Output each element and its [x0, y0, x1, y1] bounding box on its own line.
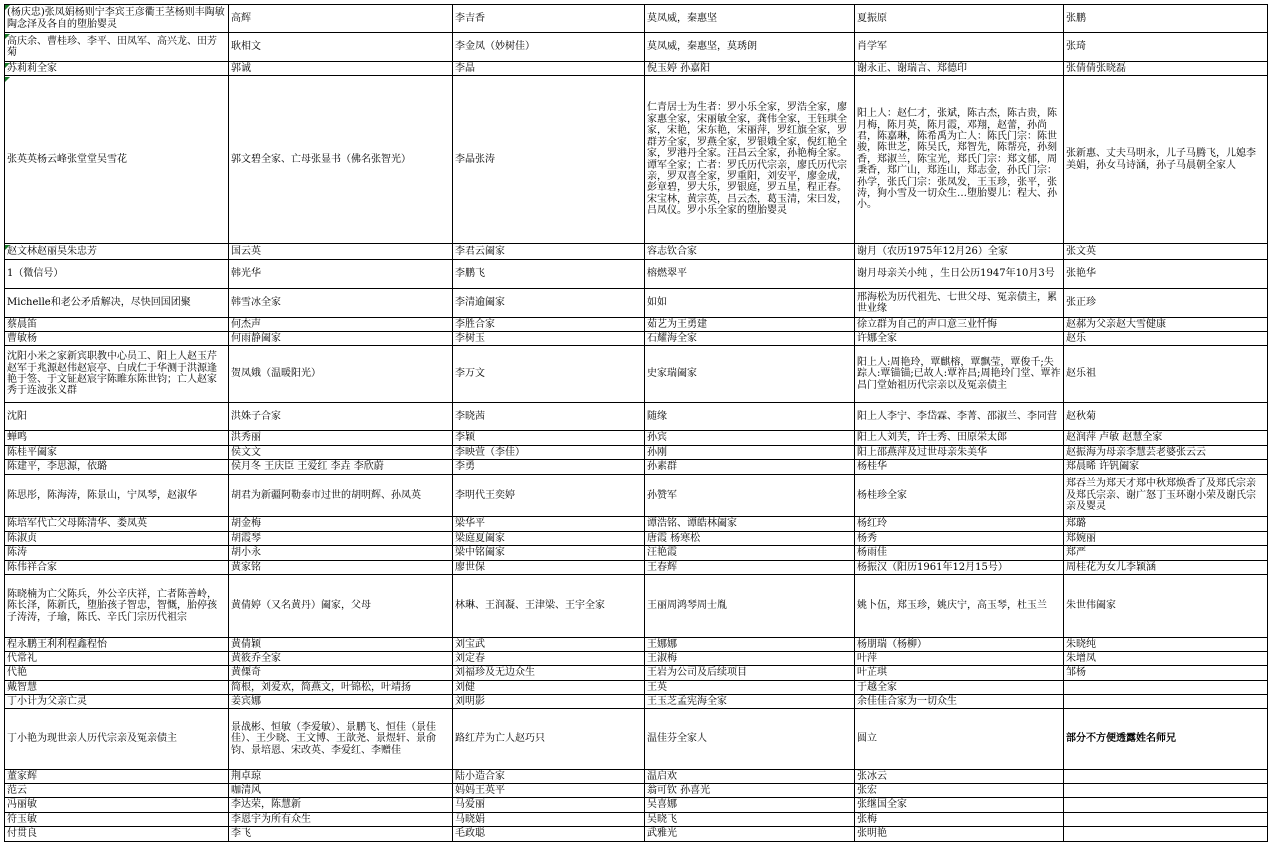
table-cell[interactable]: 赵乐祖	[1064, 346, 1268, 403]
table-cell[interactable]: 陈建平，李思源，依璐	[5, 460, 229, 475]
table-row	[5, 289, 1268, 318]
table-row	[5, 666, 1268, 681]
table-cell[interactable]: 夏振原	[855, 5, 1064, 33]
table-row	[5, 332, 1268, 346]
table-row	[5, 460, 1268, 475]
table-cell[interactable]: 榕燃翠平	[645, 260, 855, 289]
table-row	[5, 532, 1268, 546]
table-row	[5, 695, 1268, 709]
table-cell[interactable]: 叶芷琪	[855, 666, 1064, 681]
table-cell[interactable]: 陆小造合家	[453, 770, 645, 784]
table-cell[interactable]: 谭浩铭、谭皓林阖家	[645, 517, 855, 532]
table-cell[interactable]: 阳上人刘芙，许士秀、田原栄太郎	[855, 431, 1064, 446]
table-cell[interactable]: 曹敏杨	[5, 332, 229, 346]
table-cell[interactable]: 贺凤娥（温暖阳光）	[229, 346, 453, 403]
table-cell[interactable]: 圆立	[855, 709, 1064, 770]
table-row	[5, 260, 1268, 289]
table-row	[5, 827, 1268, 842]
table-row	[5, 652, 1268, 666]
table-row	[5, 681, 1268, 695]
table-cell[interactable]: 孙赞军	[645, 475, 855, 517]
table-cell[interactable]: 汪艳霞	[645, 546, 855, 561]
table-cell[interactable]: 张宏	[855, 784, 1064, 798]
table-cell[interactable]: 郑吞兰为郑天才郑中秋郑焕香了及郑氏宗亲及郑氏宗亲、谢广怒丁玉环谢小荣及谢氏宗亲及婴灵	[1064, 475, 1268, 517]
table-cell[interactable]: 李映萱（李佳）	[453, 446, 645, 460]
table-cell[interactable]: 何雨静阖家	[229, 332, 453, 346]
table-cell[interactable]: 姜宾娜	[229, 695, 453, 709]
table-cell[interactable]: 阳上人:周艳玲，覃麒榕，覃飘莹，覃俊千;失踪人:覃锚锚;已故人:覃祚昌;周艳玲门堂、覃祚昌门堂始祖历代宗亲以及冤亲债主	[855, 346, 1064, 403]
table-cell[interactable]: 张冰云	[855, 770, 1064, 784]
table-cell[interactable]: 仁青居士为生者：罗小乐全家，罗浩全家，廖家惠全家，宋丽敏全家，龚伟全家，王钰琪全家，宋艳，宋东艳，宋丽萍，罗红旗全家，罗群芳全家，罗燕全家，罗银娥全家，倪红艳全家，罗港丹全家。汪昌云全家，孙艳梅全家。谭军全家；亡者：罗氏历代宗亲，廖氏历代宗亲，罗双喜全家，罗重阳，刘安平，廖金成，彭章碧，罗大乐，罗银庭，罗五星，程正春。宋宝林，黄宗英，吕云杰，葛玉清，宋曰发，吕凤仪。罗小乐全家的堕胎婴灵	[645, 76, 855, 244]
table-cell[interactable]: 赵乐	[1064, 332, 1268, 346]
table-row	[5, 561, 1268, 575]
table-cell[interactable]	[1064, 827, 1268, 842]
table-cell[interactable]	[1064, 695, 1268, 709]
table-row	[5, 784, 1268, 798]
table-cell[interactable]: 李勇	[453, 460, 645, 475]
table-cell[interactable]: 高辉	[229, 5, 453, 33]
table-cell[interactable]: 陈伟祥合家	[5, 561, 229, 575]
table-cell[interactable]: 孙刚	[645, 446, 855, 460]
table-cell[interactable]: 梁中铭阖家	[453, 546, 645, 561]
table-row	[5, 431, 1268, 446]
table-cell[interactable]: 莫凤威，秦惠坚	[645, 5, 855, 33]
table-cell[interactable]: 许娜全家	[855, 332, 1064, 346]
table-cell[interactable]: 景战彬、恒敏（李爱敏）、景鹏飞、恒佳（景佳佳）、王少晓、王文博、王歆尧、景煜轩、景俞钧、景培恩、宋改英、李爱红、李赠佳	[229, 709, 453, 770]
table-cell[interactable]: 倪玉婷 孙嘉阳	[645, 62, 855, 76]
table-cell[interactable]: 张新惠、丈夫马明永，儿子马腾飞，儿媳李美娟，孙女马诗涵，孙子马晨朝全家人	[1064, 76, 1268, 244]
table-cell[interactable]: Michelle和老公矛盾解决，尽快回国团聚	[5, 289, 229, 318]
table-row	[5, 318, 1268, 332]
table-cell[interactable]: 朱增凤	[1064, 652, 1268, 666]
table-cell[interactable]: 黄倩颖	[229, 638, 453, 652]
table-cell[interactable]: 朱晓纯	[1064, 638, 1268, 652]
table-cell[interactable]: 简根，刘爱欢，简燕文，叶锦松，叶靖扬	[229, 681, 453, 695]
table-cell[interactable]: 茹艺为王勇建	[645, 318, 855, 332]
table-cell[interactable]: 吴喜娜	[645, 798, 855, 813]
table-cell[interactable]: 郭诚	[229, 62, 453, 76]
table-row	[5, 446, 1268, 460]
table-cell[interactable]: 洪姝子合家	[229, 403, 453, 431]
table-cell[interactable]: 代艳	[5, 666, 229, 681]
table-cell[interactable]: 郭文碧全家、亡母张显书（佛名张智光）	[229, 76, 453, 244]
table-cell[interactable]: 郑晨晞 许钒阖家	[1064, 460, 1268, 475]
table-cell[interactable]: 张梅	[855, 813, 1064, 827]
table-cell[interactable]: 陈涛	[5, 546, 229, 561]
table-cell[interactable]: 张艳华	[1064, 260, 1268, 289]
table-cell[interactable]: 谢月（农历1975年12月26）全家	[855, 244, 1064, 260]
table-cell[interactable]: 张英英杨云峰张堂堂吴雪花	[5, 76, 229, 244]
table-row	[5, 798, 1268, 813]
table-cell[interactable]: 刘定春	[453, 652, 645, 666]
table-cell[interactable]: 李鹏飞	[453, 260, 645, 289]
table-cell[interactable]: 符玉敏	[5, 813, 229, 827]
table-row	[5, 33, 1268, 62]
table-cell[interactable]: 胡小永	[229, 546, 453, 561]
table-cell[interactable]: 范云	[5, 784, 229, 798]
table-cell[interactable]: 史家瑞阖家	[645, 346, 855, 403]
table-row	[5, 346, 1268, 403]
table-cell[interactable]: 何杰声	[229, 318, 453, 332]
table-cell[interactable]: 于越全家	[855, 681, 1064, 695]
table-cell[interactable]: 陈晓楠为亡父陈兵，外公辛庆祥，亡者陈善岭，陈长泽，陈新氏，堕胎孩子智忠，智慨，胎停孩子涛涛，子瑜，陈氏、辛氏门宗历代祖宗	[5, 575, 229, 638]
table-cell[interactable]: 高庆余、曹桂珍、李平、田凤军、高兴龙、田芳菊	[5, 33, 229, 62]
table-cell[interactable]: 李金凤（妙树佳）	[453, 33, 645, 62]
table-cell[interactable]: 刘宝武	[453, 638, 645, 652]
table-cell[interactable]: 郑璐	[1064, 517, 1268, 532]
table-cell[interactable]: 苏莉莉全家	[5, 62, 229, 76]
table-cell[interactable]: (杨庆忠)张凤娟杨则宁李宾王彦衢王茎杨则丰陶敏陶念泽及各自的堕胎婴灵	[5, 5, 229, 33]
table-cell[interactable]: 杨朋瑞（杨柳）	[855, 638, 1064, 652]
table-cell[interactable]: 洪秀丽	[229, 431, 453, 446]
table-cell[interactable]: 胡霞琴	[229, 532, 453, 546]
table-cell[interactable]: 耿相文	[229, 33, 453, 62]
table-cell[interactable]: 张继国全家	[855, 798, 1064, 813]
table-cell[interactable]: 张鹏	[1064, 5, 1268, 33]
table-cell[interactable]: 丁小艳为现世亲人历代宗亲及冤亲债主	[5, 709, 229, 770]
table-cell[interactable]	[1064, 681, 1268, 695]
table-cell[interactable]: 李达荣，陈慧新	[229, 798, 453, 813]
table-cell[interactable]: 马晓娟	[453, 813, 645, 827]
table-cell[interactable]: 廖世保	[453, 561, 645, 575]
table-cell[interactable]: 代常礼	[5, 652, 229, 666]
table-body	[5, 5, 1268, 842]
table-cell[interactable]: 刘健	[453, 681, 645, 695]
table-cell[interactable]: 谢永正、谢瑞言、郑德印	[855, 62, 1064, 76]
table-cell[interactable]: 侯月冬 王庆臣 王爱红 李垚 李欣蔚	[229, 460, 453, 475]
table-cell[interactable]: 张正珍	[1064, 289, 1268, 318]
table-cell[interactable]: 王英	[645, 681, 855, 695]
table-cell[interactable]: 胡君为新疆阿勒泰市过世的胡明辉、孙凤英	[229, 475, 453, 517]
table-cell[interactable]: 陈桂平阖家	[5, 446, 229, 460]
table-cell[interactable]: 随缘	[645, 403, 855, 431]
table-cell[interactable]: 付贯良	[5, 827, 229, 842]
table-cell[interactable]: 黄家铭	[229, 561, 453, 575]
table-cell[interactable]: 李明代王奕婷	[453, 475, 645, 517]
table-cell[interactable]: 李飞	[229, 827, 453, 842]
table-cell[interactable]: 梁华平	[453, 517, 645, 532]
table-cell[interactable]: 叶萍	[855, 652, 1064, 666]
table-cell[interactable]: 咖清风	[229, 784, 453, 798]
table-cell[interactable]: 李清逾阖家	[453, 289, 645, 318]
table-row	[5, 546, 1268, 561]
table-cell[interactable]: 肖学军	[855, 33, 1064, 62]
table-cell[interactable]: 张明艳	[855, 827, 1064, 842]
table-cell[interactable]: 王娜娜	[645, 638, 855, 652]
table-cell[interactable]: 王春辉	[645, 561, 855, 575]
table-cell[interactable]: 杨振汉（阳历1961年12月15号）	[855, 561, 1064, 575]
table-cell[interactable]: 姚卜伍，郑玉珍，姚庆宁，高玉琴，杜玉兰	[855, 575, 1064, 638]
table-cell[interactable]: 孙宾	[645, 431, 855, 446]
donor-list-table	[4, 4, 1268, 842]
table-cell[interactable]: 容志钦合家	[645, 244, 855, 260]
table-cell[interactable]: 国云英	[229, 244, 453, 260]
table-cell[interactable]: 杨桂华	[855, 460, 1064, 475]
table-cell[interactable]: 李君云阖家	[453, 244, 645, 260]
comment-marker	[5, 77, 10, 82]
table-cell[interactable]: 郑严	[1064, 546, 1268, 561]
table-cell[interactable]: 路红芹为亡人赵巧只	[453, 709, 645, 770]
table-cell[interactable]: 赵文林赵丽昊朱忠芳	[5, 244, 229, 260]
table-row	[5, 76, 1268, 244]
table-cell[interactable]: 李万文	[453, 346, 645, 403]
table-cell[interactable]: 周桂花为女儿李颖涵	[1064, 561, 1268, 575]
table-cell[interactable]: 余佳佳合家为一切众生	[855, 695, 1064, 709]
table-cell[interactable]: 部分不方便透露姓名师兄	[1064, 709, 1268, 770]
table-cell[interactable]: 赵振海为母亲李慧芸老婆张云云	[1064, 446, 1268, 460]
table-cell[interactable]: 李晶张涛	[453, 76, 645, 244]
comment-marker	[5, 63, 10, 68]
table-cell[interactable]: 陈培军代亡父母陈清华、娄凤英	[5, 517, 229, 532]
table-cell[interactable]: 韩雪冰全家	[229, 289, 453, 318]
table-cell[interactable]: 李晓茜	[453, 403, 645, 431]
table-cell[interactable]: 韩光华	[229, 260, 453, 289]
table-cell[interactable]: 妈妈王英平	[453, 784, 645, 798]
table-cell[interactable]: 马爱丽	[453, 798, 645, 813]
table-cell[interactable]: 王淑梅	[645, 652, 855, 666]
table-cell[interactable]: 胡金梅	[229, 517, 453, 532]
table-cell[interactable]: 石耀海全家	[645, 332, 855, 346]
table-cell[interactable]: 侯文文	[229, 446, 453, 460]
table-row	[5, 62, 1268, 76]
table-cell[interactable]: 林琳、王润凝、王津梁、王宇全家	[453, 575, 645, 638]
table-cell[interactable]: 李晶	[453, 62, 645, 76]
table-cell[interactable]: 徐立群为自己的声口意三业忏悔	[855, 318, 1064, 332]
comment-marker	[5, 34, 10, 39]
table-row	[5, 475, 1268, 517]
table-cell[interactable]: 冯丽敏	[5, 798, 229, 813]
table-cell[interactable]: 李树玉	[453, 332, 645, 346]
table-cell[interactable]: 赵润萍 卢敏 赵慧全家	[1064, 431, 1268, 446]
table-cell[interactable]: 唐霞 杨寒松	[645, 532, 855, 546]
table-cell[interactable]: 阳上邵燕萍及过世母亲朱美华	[855, 446, 1064, 460]
comment-marker	[5, 245, 10, 250]
table-cell[interactable]: 赵秋菊	[1064, 403, 1268, 431]
table-cell[interactable]: 温佳芬全家人	[645, 709, 855, 770]
table-cell[interactable]: 毛政聪	[453, 827, 645, 842]
table-cell[interactable]: 赵郝为父亲赵大雪健康	[1064, 318, 1268, 332]
table-cell[interactable]: 张琦	[1064, 33, 1268, 62]
table-cell[interactable]: 王丽周鸿琴周士胤	[645, 575, 855, 638]
table-cell[interactable]: 陈淑贞	[5, 532, 229, 546]
table-cell[interactable]: 郑婉丽	[1064, 532, 1268, 546]
table-cell[interactable]: 杨红玲	[855, 517, 1064, 532]
table-cell[interactable]	[1064, 813, 1268, 827]
table-cell[interactable]: 李吉香	[453, 5, 645, 33]
table-cell[interactable]: 温启欢	[645, 770, 855, 784]
table-cell[interactable]: 董家辉	[5, 770, 229, 784]
table-row	[5, 770, 1268, 784]
table-cell[interactable]: 荆卓琼	[229, 770, 453, 784]
table-cell[interactable]: 沈阳	[5, 403, 229, 431]
table-row	[5, 575, 1268, 638]
table-cell[interactable]: 杨桂珍全家	[855, 475, 1064, 517]
table-cell[interactable]	[1064, 798, 1268, 813]
table-cell[interactable]: 梁庭夏阖家	[453, 532, 645, 546]
table-cell[interactable]: 程永鹏王利利程鑫程怡	[5, 638, 229, 652]
table-row	[5, 403, 1268, 431]
table-cell[interactable]	[1064, 784, 1268, 798]
table-cell[interactable]: 吴晓飞	[645, 813, 855, 827]
table-cell[interactable]: 李颖	[453, 431, 645, 446]
table-cell[interactable]: 黄倩婷（又名黄丹）阖家，父母	[229, 575, 453, 638]
table-row	[5, 244, 1268, 260]
table-cell[interactable]: 谢月母亲关小纯 ，生日公历1947年10月3号	[855, 260, 1064, 289]
table-cell[interactable]: 陈思彤，陈海涛，陈景山，宁凤琴，赵淑华	[5, 475, 229, 517]
table-cell[interactable]: 阳上人李宁、李岱霖、李菁、邵淑兰、李同营	[855, 403, 1064, 431]
table-cell[interactable]: 如如	[645, 289, 855, 318]
table-cell[interactable]: 张文英	[1064, 244, 1268, 260]
table-cell[interactable]: 杨秀	[855, 532, 1064, 546]
table-cell[interactable]: 邹杨	[1064, 666, 1268, 681]
table-cell[interactable]: 丁小计为父亲亡灵	[5, 695, 229, 709]
table-row	[5, 517, 1268, 532]
table-cell[interactable]: 张倩倩张晓磊	[1064, 62, 1268, 76]
table-row	[5, 813, 1268, 827]
table-row	[5, 638, 1268, 652]
table-cell[interactable]: 1（微信号）	[5, 260, 229, 289]
table-cell[interactable]: 朱世伟阖家	[1064, 575, 1268, 638]
table-cell[interactable]: 阳上人：赵仁才，张斌，陈古杰，陈古贵，陈月梅，陈月英，陈月霞，邓翔，赵蕾，孙尚君，陈嘉琳，陈希禹为亡人：陈氏门宗：陈世骏，陈世芝，陈吴氏，郑智先，陈帮亮，孙刻香，郑淑兰，陈宝光，郑氏门宗：郑文郁，周秉香，郑广山，郑连山，郑志金，孙氏门宗：孙学，张氏门宗：张凤发，王玉珍，张平，张涛，狗小雪及一切众生…堕胎婴儿：程大、孙小。	[855, 76, 1064, 244]
table-cell[interactable]: 蔡晨笛	[5, 318, 229, 332]
comment-marker	[5, 5, 10, 10]
table-cell[interactable]: 黄傈奇	[229, 666, 453, 681]
table-cell[interactable]: 刘明影	[453, 695, 645, 709]
table-cell[interactable]: 邢海松为历代祖先、七世父母、冤亲债主，累世业缘	[855, 289, 1064, 318]
table-cell[interactable]: 黄筱乔全家	[229, 652, 453, 666]
table-cell[interactable]: 翁可钦 孙喜光	[645, 784, 855, 798]
table-cell[interactable]: 武雅光	[645, 827, 855, 842]
table-cell[interactable]: 孙素群	[645, 460, 855, 475]
table-row	[5, 5, 1268, 33]
table-cell[interactable]: 王岩为公司及后续项目	[645, 666, 855, 681]
table-cell[interactable]: 杨雨佳	[855, 546, 1064, 561]
table-cell[interactable]: 李胜合家	[453, 318, 645, 332]
table-row	[5, 709, 1268, 770]
table-cell[interactable]: 戴智慧	[5, 681, 229, 695]
table-cell[interactable]: 蝉鸣	[5, 431, 229, 446]
table-cell[interactable]: 刘福珍及无边众生	[453, 666, 645, 681]
table-cell[interactable]: 王玉芝孟宪海全家	[645, 695, 855, 709]
table-cell[interactable]: 李恩宇为所有众生	[229, 813, 453, 827]
table-cell[interactable]: 莫凤威，秦惠坚，莫琇朗	[645, 33, 855, 62]
table-cell[interactable]: 沈阳小米之家新宾职教中心员工、阳上人赵玉芹赵军于兆源赵伟赵宸亭、白成仁于华测于洪源逢艳于签、于文钲赵宸宇陈睢东陈世钧；亡人赵家秀于连波张义群	[5, 346, 229, 403]
table-cell[interactable]	[1064, 770, 1268, 784]
